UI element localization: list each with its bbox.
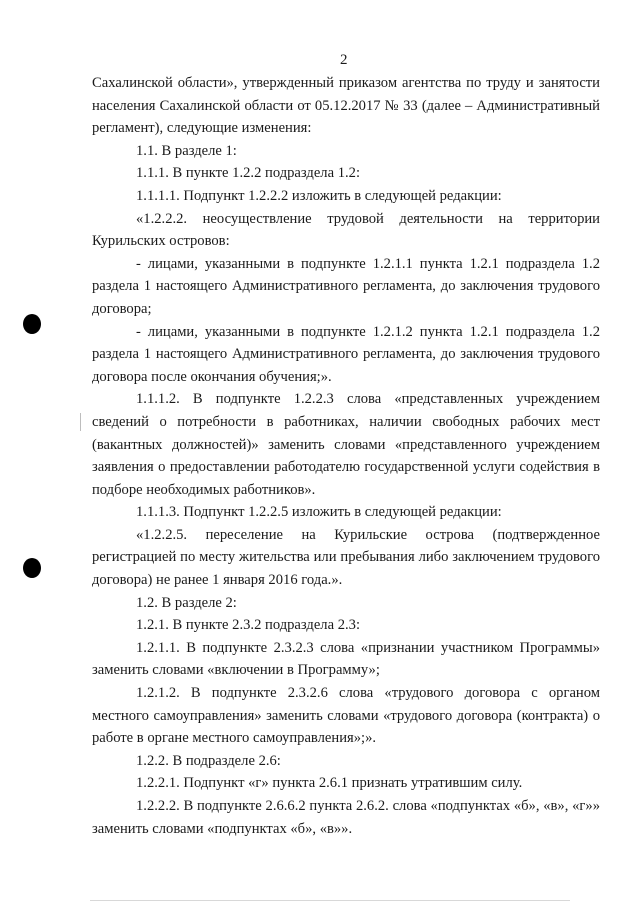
document-body xyxy=(92,72,600,840)
punch-hole-top xyxy=(23,314,41,334)
paragraph-list-item-2: - лицами, указанными в подпункте 1.2.1.2 пункта 1.2.1 подраздела 1.2 раздела 1 настоящего Административного регламента, до заключения трудового договора после окончания обучения;». xyxy=(92,323,600,385)
paragraph-1-2-2-2: 1.2.2.2. В подпункте 2.6.6.2 пункта 2.6.2. слова «подпунктах «б», «в», «г»» заменить словами «подпунктах «б», «в»». xyxy=(92,798,600,837)
paragraph-section-2: 1.2. В разделе 2: xyxy=(136,594,237,611)
paragraph-1-2-1-1: 1.2.1.1. В подпункте 2.3.2.3 слова «признании участником Программы» заменить словами «включении в Программу»; xyxy=(92,639,600,679)
page-bottom-edge xyxy=(90,900,570,901)
paragraph-1-2-2-2-quote: «1.2.2.2. неосуществление трудовой деятельности на территории Курильских островов: xyxy=(92,210,600,250)
paragraph-list-item-1: - лицами, указанными в подпункте 1.2.1.1 пункта 1.2.1 подраздела 1.2 раздела 1 настоящего Административного регламента, до заключения трудового договора; xyxy=(92,255,600,317)
paragraph-intro: Сахалинской области», утвержденный приказом агентства по труду и занятости населения Сахалинской области от 05.12.2017 № 33 (далее – Административный регламент), следующие изменения: xyxy=(92,75,600,137)
page-number: 2 xyxy=(340,52,348,68)
scan-artifact-mark xyxy=(80,413,81,431)
paragraph-1-1-1-1: 1.1.1.1. Подпункт 1.2.2.2 изложить в следующей редакции: xyxy=(136,187,502,204)
paragraph-1-2-2-5-quote: «1.2.2.5. переселение на Курильские острова (подтвержденное регистрацией по месту жительства или пребывания либо заключением трудового договора) не ранее 1 января 2016 года.». xyxy=(92,526,600,589)
paragraph-1-1-1: 1.1.1. В пункте 1.2.2 подраздела 1.2: xyxy=(136,165,361,182)
paragraph-1-2-1-2: 1.2.1.2. В подпункте 2.3.2.6 слова «трудового договора с органом местного самоуправления» заменить словами «трудового договора (контракта) о работе в органе местного самоуправления»;». xyxy=(92,685,600,747)
paragraph-1-1-1-3: 1.1.1.3. Подпункт 1.2.2.5 изложить в следующей редакции: xyxy=(136,504,502,521)
paragraph-1-2-1: 1.2.1. В пункте 2.3.2 подраздела 2.3: xyxy=(136,617,361,634)
paragraph-1-2-2: 1.2.2. В подразделе 2.6: xyxy=(136,752,281,769)
paragraph-1-2-2-1: 1.2.2.1. Подпункт «г» пункта 2.6.1 признать утратившим силу. xyxy=(136,775,523,792)
paragraph-section-1: 1.1. В разделе 1: xyxy=(136,142,237,159)
paragraph-1-1-1-2: 1.1.1.2. В подпункте 1.2.2.3 слова «представленных учреждением сведений о потребности в работниках, наличии свободных рабочих мест (вакантных должностей)» заменить словами «представленного учреждением заявления о предоставлении работодателю государственной услуги содействия в подборе необходимых работников». xyxy=(92,391,600,498)
punch-hole-bottom xyxy=(23,558,41,578)
